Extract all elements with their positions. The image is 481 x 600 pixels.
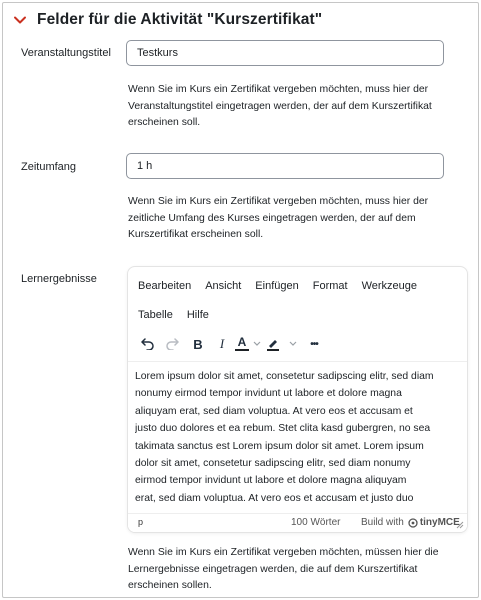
more-icon[interactable]: ••• bbox=[310, 338, 318, 350]
rich-text-editor[interactable] bbox=[127, 266, 468, 533]
tinymce-brand: tinyMCE bbox=[419, 517, 460, 528]
help-line: erscheinen sollen. bbox=[128, 580, 212, 591]
menu-bearbeiten[interactable]: Bearbeiten bbox=[138, 280, 192, 292]
help-line: Lernergebnisse eingetragen werden, die auf dem Kurszertifikat bbox=[128, 563, 418, 575]
italic-icon[interactable]: I bbox=[219, 336, 225, 351]
menu-format[interactable]: Format bbox=[312, 280, 348, 292]
tinymce-branding[interactable] bbox=[361, 517, 460, 528]
zeitumfang-input[interactable]: 1 h bbox=[126, 153, 444, 179]
chevron-down-icon[interactable] bbox=[250, 333, 264, 355]
bold-icon[interactable]: B bbox=[193, 336, 203, 352]
build-with-text: Build with bbox=[361, 517, 404, 528]
editor-statusbar bbox=[128, 513, 467, 532]
redo-icon[interactable] bbox=[158, 333, 186, 355]
help-line: Kurszertifikat erscheinen soll. bbox=[128, 229, 264, 240]
content-line: Lorem ipsum dolor sit amet, consetetur sadipscing elitr, sed diam bbox=[135, 371, 434, 382]
label-lernergebnisse: Lernergebnisse bbox=[21, 273, 97, 285]
form-fieldset bbox=[2, 2, 479, 598]
menu-werkzeuge[interactable]: Werkzeuge bbox=[361, 280, 418, 292]
menu-einfuegen[interactable]: Einfügen bbox=[255, 280, 299, 292]
help-line: Veranstaltungstitel eingetragen werden, der auf dem Kurszertifikat bbox=[128, 100, 432, 112]
menu-ansicht[interactable]: Ansicht bbox=[205, 280, 242, 292]
content-line: justo duo dolores et ea rebum. Stet clita kasd gubergren, no sea bbox=[135, 423, 431, 435]
help-text-zeitumfang bbox=[128, 194, 458, 244]
editor-menubar bbox=[138, 280, 431, 292]
undo-icon[interactable] bbox=[138, 333, 158, 355]
help-text-lernergebnisse bbox=[128, 545, 458, 595]
editor-toolbar bbox=[138, 333, 324, 355]
section-header[interactable] bbox=[13, 11, 322, 29]
menu-hilfe[interactable]: Hilfe bbox=[186, 309, 209, 321]
help-text-veranstaltungstitel bbox=[128, 82, 458, 132]
help-line: erscheinen soll. bbox=[128, 117, 201, 128]
menu-tabelle[interactable]: Tabelle bbox=[138, 309, 173, 321]
content-line: aliquyam erat, sed diam voluptua. At vero eos et accusam et bbox=[135, 405, 413, 417]
content-line: nonumy eirmod tempor invidunt ut labore et dolore magna bbox=[135, 388, 402, 400]
label-zeitumfang: Zeitumfang bbox=[21, 161, 77, 173]
content-line: eirmod tempor invidunt ut labore et dolore magna aliquyam bbox=[135, 475, 407, 487]
content-line: takimata sanctus est Lorem ipsum dolor sit amet. Lorem ipsum bbox=[135, 440, 424, 452]
editor-content[interactable] bbox=[135, 368, 465, 513]
help-line: Wenn Sie im Kurs ein Zertifikat vergeben möchten, muss hier der bbox=[128, 196, 429, 207]
content-line: dolor sit amet, consetetur sadipscing elitr, sed diam nonumy bbox=[135, 458, 411, 470]
editor-menubar-row2 bbox=[138, 309, 223, 321]
text-color-icon[interactable] bbox=[234, 333, 250, 355]
highlight-icon[interactable] bbox=[264, 333, 282, 355]
resize-handle-icon[interactable] bbox=[456, 521, 464, 529]
toolbar-divider bbox=[128, 361, 467, 362]
word-count[interactable]: 100 Wörter bbox=[291, 517, 341, 528]
tinymce-logo-icon bbox=[408, 518, 418, 528]
text-color-glyph: A bbox=[237, 335, 247, 349]
content-line: erat, sed diam voluptua. At vero eos et accusam et justo duo bbox=[135, 492, 414, 504]
section-title: Felder für die Aktivität "Kurszertifikat" bbox=[37, 11, 323, 28]
help-line: Wenn Sie im Kurs ein Zertifikat vergeben möchten, müssen hier die bbox=[128, 547, 439, 558]
help-line: zeitliche Umfang des Kurses eingetragen werden, der auf dem bbox=[128, 212, 416, 224]
chevron-down-icon[interactable] bbox=[13, 13, 27, 27]
text-color-bar bbox=[235, 349, 249, 351]
label-veranstaltungstitel: Veranstaltungstitel bbox=[21, 47, 111, 59]
chevron-down-icon[interactable] bbox=[282, 333, 304, 355]
veranstaltungstitel-input[interactable]: Testkurs bbox=[126, 40, 444, 66]
help-line: Wenn Sie im Kurs ein Zertifikat vergeben möchten, muss hier der bbox=[128, 84, 429, 95]
element-path[interactable]: p bbox=[138, 517, 144, 527]
